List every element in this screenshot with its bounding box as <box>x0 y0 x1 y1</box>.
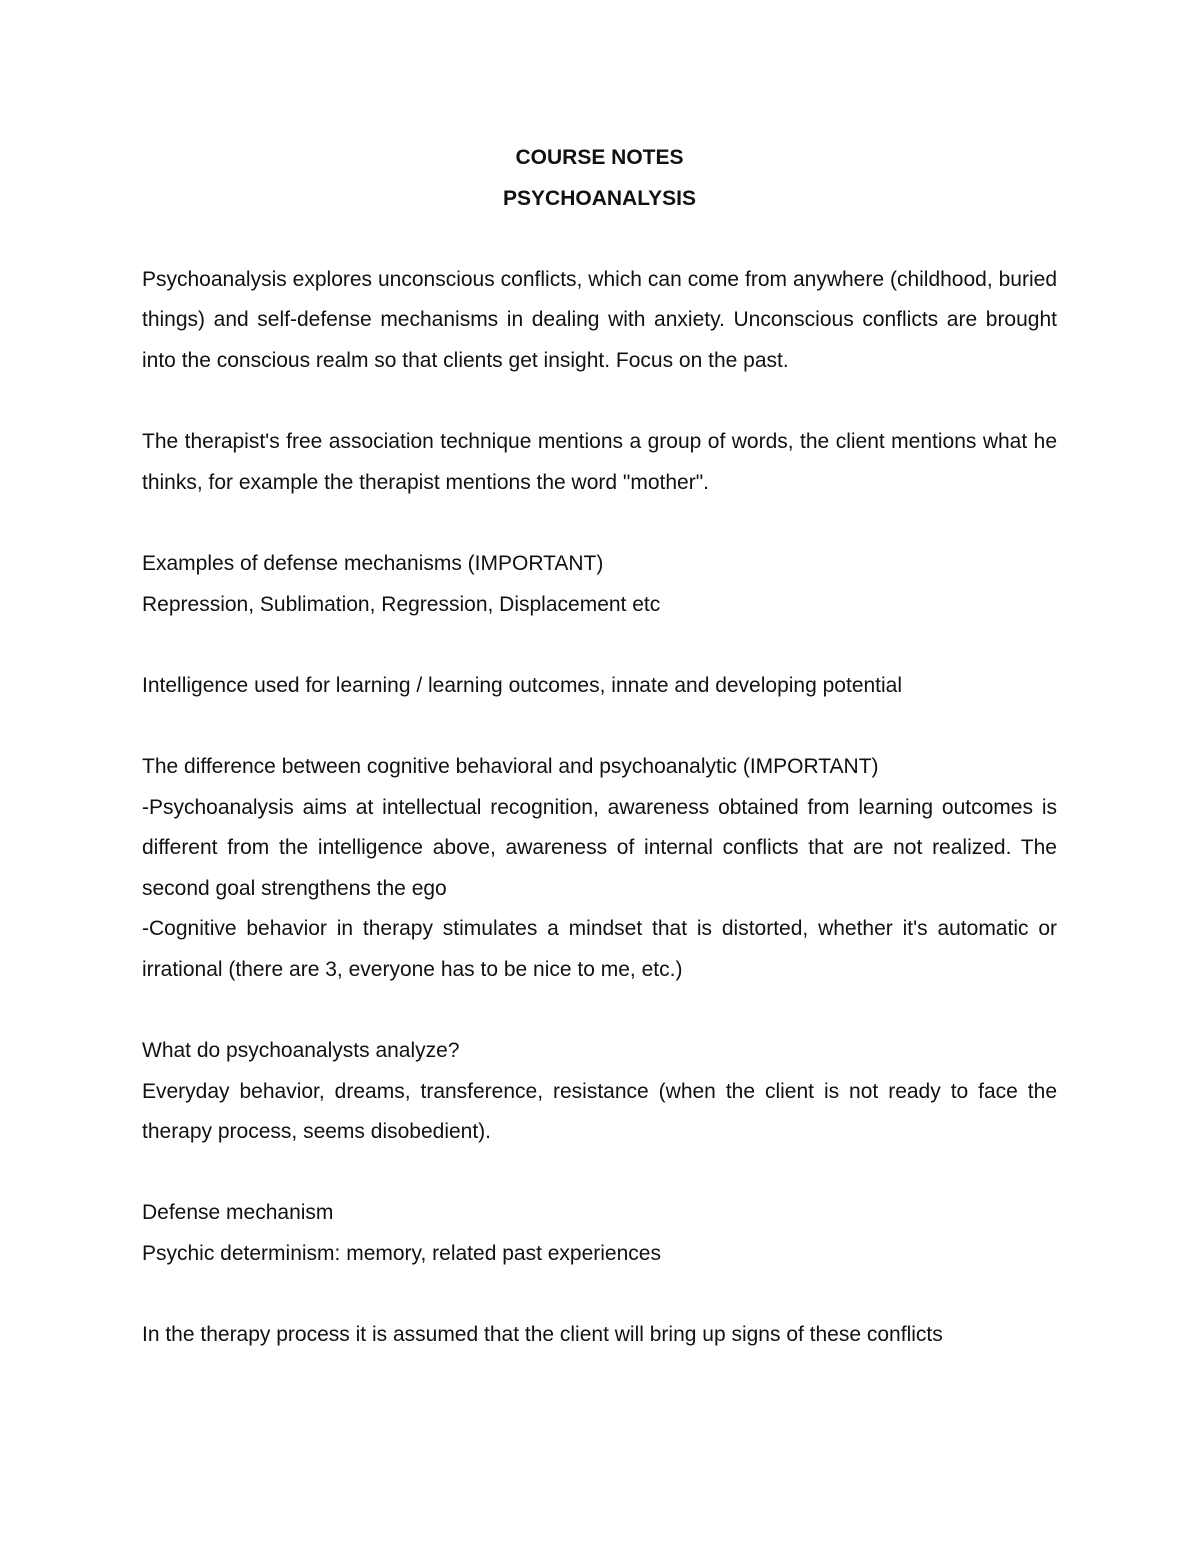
defense-mechanisms-list: Repression, Sublimation, Regression, Displacement etc <box>142 592 661 616</box>
difference-item-psychoanalysis: -Psychoanalysis aims at intellectual recognition, awareness obtained from learning outcomes is different from the intelligence above, awareness of internal conflicts that are not realized. The second goal strengthens the ego <box>142 795 1057 900</box>
analyze-body: Everyday behavior, dreams, transference, resistance (when the client is not ready to face the therapy process, seems disobedient). <box>142 1079 1057 1144</box>
paragraph-intelligence: Intelligence used for learning / learning outcomes, innate and developing potential <box>142 673 903 697</box>
spacer <box>142 706 1057 747</box>
spacer <box>142 382 1057 423</box>
title-psychoanalysis: PSYCHOANALYSIS <box>503 186 696 210</box>
spacer <box>142 1275 1057 1316</box>
psychic-determinism-line: Psychic determinism: memory, related past experiences <box>142 1242 661 1266</box>
paragraph-therapy-process: In the therapy process it is assumed that the client will bring up signs of these conflicts <box>142 1323 943 1347</box>
document-content <box>142 138 1057 1356</box>
spacer <box>142 1153 1057 1194</box>
defense-mechanisms-heading: Examples of defense mechanisms (IMPORTANT) <box>142 551 604 575</box>
spacer <box>142 625 1057 666</box>
spacer <box>142 503 1057 544</box>
difference-heading: The difference between cognitive behavioral and psychoanalytic (IMPORTANT) <box>142 754 879 778</box>
title-course-notes: COURSE NOTES <box>515 146 684 169</box>
spacer <box>142 219 1057 260</box>
difference-item-cognitive: -Cognitive behavior in therapy stimulates a mindset that is distorted, whether it's automatic or irrational (there are 3, everyone has to be nice to me, etc.) <box>142 917 1057 981</box>
analyze-heading: What do psychoanalysts analyze? <box>142 1039 460 1063</box>
paragraph-intro: Psychoanalysis explores unconscious conflicts, which can come from anywhere (childhood, buried things) and self-defense mechanisms in dealing with anxiety. Unconscious conflicts are brought into the conscious realm so that clients get insight. Focus on the past. <box>142 267 1057 372</box>
defense-mechanism-heading: Defense mechanism <box>142 1201 334 1225</box>
spacer <box>142 990 1057 1031</box>
paragraph-free-association: The therapist's free association technique mentions a group of words, the client mentions what he thinks, for example the therapist mentions the word "mother". <box>142 430 1057 494</box>
